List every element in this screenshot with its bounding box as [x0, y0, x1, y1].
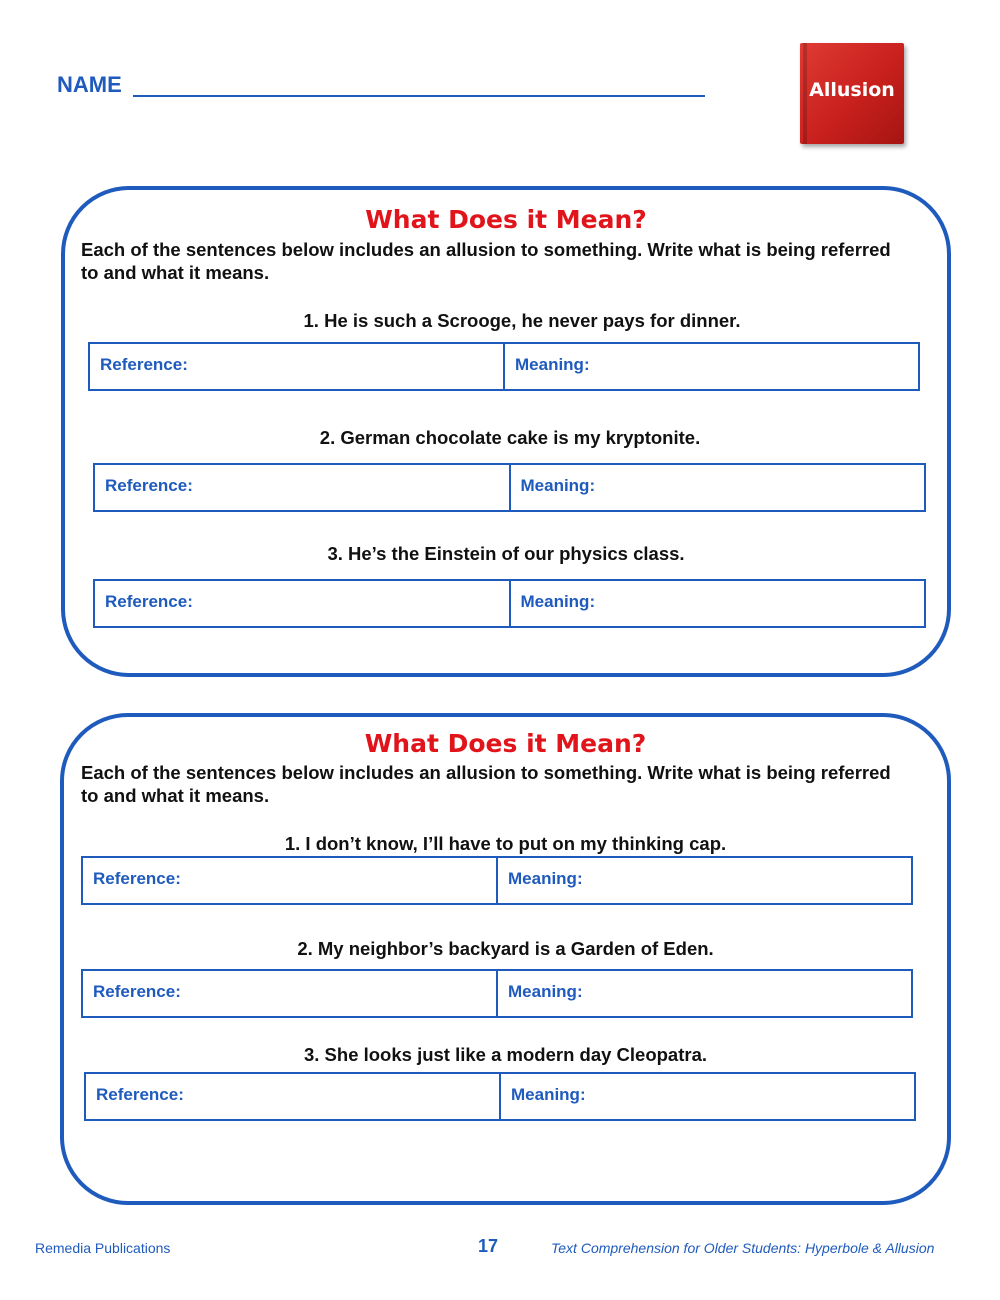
- reference-field[interactable]: [83, 971, 496, 1016]
- answer-row-3: [93, 579, 926, 628]
- reference-label: Reference:: [105, 592, 193, 611]
- reference-label: Reference:: [100, 355, 188, 374]
- meaning-field[interactable]: [499, 1074, 914, 1119]
- meaning-label: Meaning:: [515, 355, 590, 374]
- answer-row-2: [93, 463, 926, 512]
- reference-field[interactable]: [83, 858, 496, 903]
- meaning-field[interactable]: [509, 581, 925, 626]
- meaning-label: Meaning:: [520, 592, 596, 611]
- meaning-field[interactable]: [509, 465, 925, 510]
- reference-label: Reference:: [96, 1085, 184, 1104]
- meaning-field[interactable]: [503, 344, 918, 389]
- meaning-label: Meaning:: [511, 1085, 586, 1104]
- name-label: NAME: [57, 72, 122, 97]
- footer-page-number: 17: [478, 1236, 499, 1256]
- reference-field[interactable]: [90, 344, 503, 389]
- footer-publisher: Remedia Publications: [35, 1240, 171, 1256]
- sentence-2: 2. German chocolate cake is my kryptonite.: [319, 427, 701, 448]
- sentence-2: 2. My neighbor’s backyard is a Garden of Eden.: [297, 938, 714, 959]
- meaning-label: Meaning:: [508, 869, 583, 888]
- answer-row-1: [88, 342, 920, 391]
- meaning-field[interactable]: [496, 858, 911, 903]
- allusion-book-icon: [800, 43, 904, 144]
- reference-field[interactable]: [86, 1074, 499, 1119]
- reference-label: Reference:: [105, 476, 193, 495]
- footer-book-title: Text Comprehension for Older Students: Hyperbole & Allusion: [551, 1240, 935, 1256]
- name-line[interactable]: [133, 95, 705, 97]
- section-panel-2: [60, 713, 951, 1205]
- reference-label: Reference:: [93, 982, 181, 1001]
- section-title: What Does it Mean?: [365, 205, 647, 234]
- book-label: Allusion: [809, 79, 895, 101]
- answer-row-3: [84, 1072, 916, 1121]
- reference-field[interactable]: [95, 581, 509, 626]
- section-title: What Does it Mean?: [364, 729, 647, 758]
- reference-field[interactable]: [95, 465, 509, 510]
- meaning-label: Meaning:: [508, 982, 583, 1001]
- sentence-3: 3. He’s the Einstein of our physics class.: [327, 543, 685, 564]
- section-instructions: Each of the sentences below includes an allusion to something. Write what is being referred to and what it means.: [81, 762, 891, 806]
- answer-row-1: [81, 856, 913, 905]
- meaning-label: Meaning:: [520, 476, 596, 495]
- section-instructions: Each of the sentences below includes an allusion to something. Write what is being referred to and what it means.: [81, 239, 891, 283]
- sentence-1: 1. He is such a Scrooge, he never pays for dinner.: [303, 310, 741, 331]
- meaning-field[interactable]: [496, 971, 911, 1016]
- answer-row-2: [81, 969, 913, 1018]
- reference-label: Reference:: [93, 869, 181, 888]
- section-panel-1: [61, 186, 951, 677]
- sentence-1: 1. I don’t know, I’ll have to put on my thinking cap.: [284, 833, 727, 854]
- sentence-3: 3. She looks just like a modern day Cleopatra.: [303, 1044, 708, 1065]
